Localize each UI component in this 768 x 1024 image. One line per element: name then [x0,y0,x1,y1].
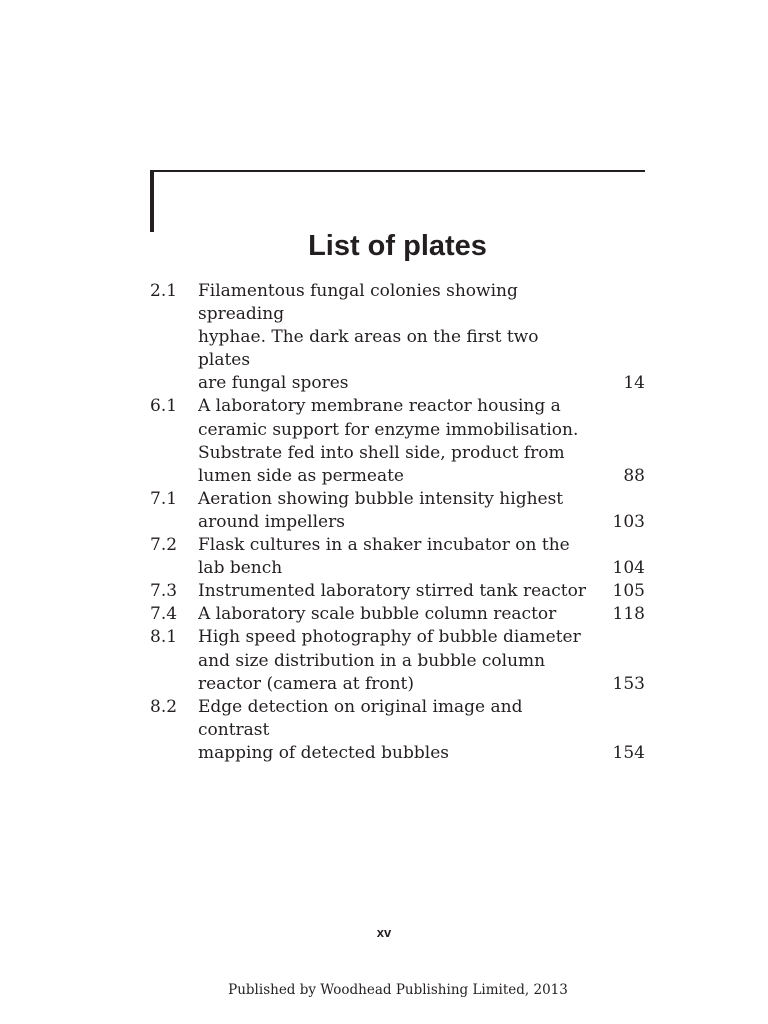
plate-page-number: 14 [623,373,645,394]
plate-caption: Edge detection on original image and contrast mapping of detected bubbles [198,696,523,763]
plate-page-number: 105 [612,581,645,602]
page-folio: xv [376,925,392,940]
plate-number: 7.3 [150,581,178,602]
plate-number: 6.1 [150,396,178,417]
plate-page-number: 118 [612,604,645,625]
plate-page-number: 154 [612,742,645,763]
plate-number: 8.1 [150,627,178,648]
plates-list [150,280,645,765]
plate-caption: Flask cultures in a shaker incubator on the lab bench [198,535,570,579]
plate-page-number: 103 [612,511,645,532]
plate-page-number: 153 [612,673,645,694]
publisher-line: Published by Woodhead Publishing Limited, 2013 [228,982,568,998]
plate-entry [150,603,645,626]
plate-caption: Filamentous fungal colonies showing spreading hyphae. The dark areas on the first two plates are fungal spores [198,281,539,394]
plate-number: 2.1 [150,281,178,301]
plate-page-number: 88 [623,465,645,486]
plate-caption: Instrumented laboratory stirred tank reactor [198,581,587,602]
plate-entry [150,395,645,487]
plate-caption: A laboratory membrane reactor housing a ceramic support for enzyme immobilisation. Substrate fed into shell side, product from lumen side as permeate [198,396,579,486]
plate-entry [150,626,645,695]
plate-caption: A laboratory scale bubble column reactor [198,604,557,625]
plate-entry [150,534,645,580]
plate-number: 7.1 [150,488,178,509]
plate-number: 7.4 [150,604,178,625]
plate-entry [150,280,645,395]
plate-caption: High speed photography of bubble diameter and size distribution in a bubble column reactor (camera at front) [198,627,581,694]
plate-number: 7.2 [150,535,178,556]
header-rule-horizontal [150,170,645,172]
plate-entry [150,488,645,534]
header-rule-vertical [150,170,154,232]
plate-number: 8.2 [150,696,178,717]
plate-entry [150,696,645,765]
page-title: List of plates [308,230,487,262]
plate-caption: Aeration showing bubble intensity highest around impellers [198,488,564,532]
plate-entry [150,580,645,603]
plate-page-number: 104 [612,558,645,579]
